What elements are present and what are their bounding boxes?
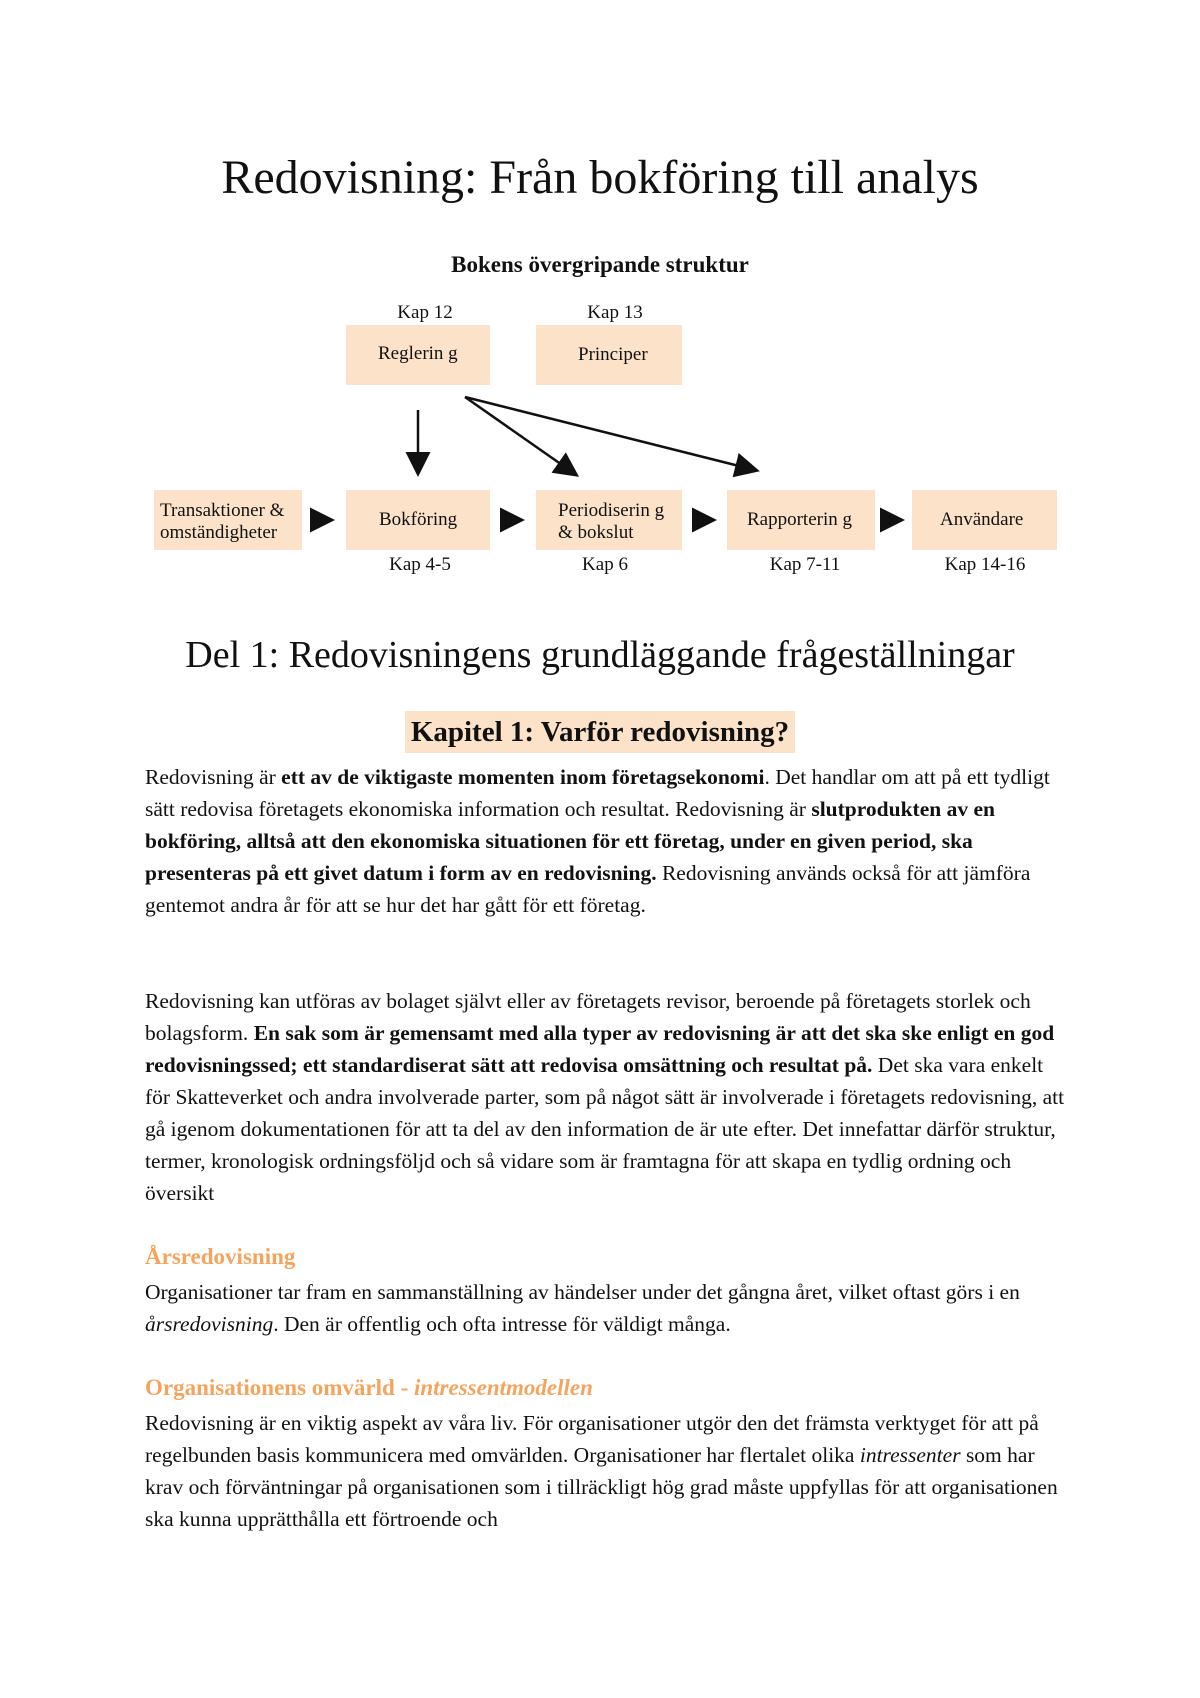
paragraph-1-bold-a: ett av de viktigaste momenten inom företagsekonomi [281,765,765,789]
box-accrual-label: Periodiserin g & bokslut [558,500,665,543]
paragraph-2 [145,985,1070,1209]
subheading-stakeholder-model [145,1375,593,1401]
paragraph-3-italic: årsredovisning [145,1312,274,1336]
subheading-2-text: Organisationens omvärld - [145,1375,414,1400]
chapter-label-accrual: Kap 6 [582,554,628,575]
chapter-label-principles: Kap 13 [587,302,643,323]
subheading-annual-report: Årsredovisning [145,1244,296,1269]
chapter-label-bookkeeping: Kap 4-5 [389,554,451,575]
paragraph-2-bold: En sak som är gemensamt med alla typer av redovisning är att det ska ske enligt en god redovisningssed; ett standardiserat sätt att redovisa omsättning och resultat på. [145,1021,1055,1077]
box-users-label: Användare [940,509,1024,530]
paragraph-4 [145,1407,1070,1535]
arrow-regulation-to-reporting [465,397,755,470]
box-accrual [536,490,682,550]
chapter-heading-wrapper [0,711,1200,753]
box-regulation-label: Reglerin g [378,343,458,364]
part-heading: Del 1: Redovisningens grundläggande frågeställningar [185,634,1015,676]
paragraph-1-bold-b: slutprodukten av en bokföring, alltså att den ekonomiska situationen för ett företag, under en given period, ska presenteras på ett givet datum i form av en redovisning. [145,797,995,885]
box-reporting [727,490,875,550]
subheading-2-italic: intressentmodellen [413,1375,593,1400]
paragraph-3-text-a: Organisationer tar fram en sammanställning av händelser under det gångna året, vilket oftast görs i en [145,1280,1020,1304]
chapter-label-regulation: Kap 12 [397,302,453,323]
box-users [912,490,1057,550]
paragraph-4-text-a: Redovisning är en viktig aspekt av våra liv. För organisationer utgör den det främsta verktyget för att på regelbunden basis kommunicera med omvärlden. Organisationer har flertalet olika [145,1411,1039,1467]
document-title: Redovisning: Från bokföring till analys [221,151,979,204]
paragraph-1-text-c: Redovisning används också för att jämföra gentemot andra år för att se hur det har gått för ett företag. [145,861,1031,917]
paragraph-3-text-b: . Den är offentlig och ofta intresse för väldigt många. [273,1312,731,1336]
box-regulation [346,325,490,385]
paragraph-1 [145,761,1070,921]
chapter-heading: Kapitel 1: Varför redovisning? [405,711,795,753]
box-principles-label: Principer [578,344,648,365]
chapter-label-users: Kap 14-16 [944,554,1026,575]
box-bookkeeping [346,490,490,550]
paragraph-2-text-b: Det ska vara enkelt för Skatteverket och andra involverade parter, som på något sätt är involverade i företagets redovisning, att gå igenom dokumentationen för att ta del av den information de är ute efter. Det innefattar därför struktur, termer, kronologisk ordningsföljd och så vidare som är framtagna för att skapa en tydlig ordning och översikt [145,1053,1065,1205]
chapter-label-reporting: Kap 7-11 [769,554,841,575]
paragraph-4-text-b: som har krav och förväntningar på organisationen som i tillräckligt hög grad måste uppfyllas för att organisationen ska kunna upprätthålla ett förtroende och [145,1443,1058,1531]
box-transactions-label: Transaktioner & omständigheter [160,500,285,543]
diagram-title: Bokens övergripande struktur [451,252,749,277]
paragraph-4-italic: intressenter [859,1443,961,1467]
box-principles [536,325,682,385]
paragraph-1-text-b: . Det handlar om att på ett tydligt sätt redovisa företagets ekonomiska information och resultat. Redovisning är [145,765,1050,821]
arrow-regulation-to-accrual [465,397,575,474]
paragraph-3 [145,1276,1070,1340]
paragraph-2-text-a: Redovisning kan utföras av bolaget självt eller av företagets revisor, beroende på företagets storlek och bolagsform. [145,989,1031,1045]
box-reporting-label: Rapporterin g [747,509,853,530]
box-transactions [154,490,302,550]
paragraph-1-text-a: Redovisning är [145,765,282,789]
box-bookkeeping-label: Bokföring [379,509,458,530]
